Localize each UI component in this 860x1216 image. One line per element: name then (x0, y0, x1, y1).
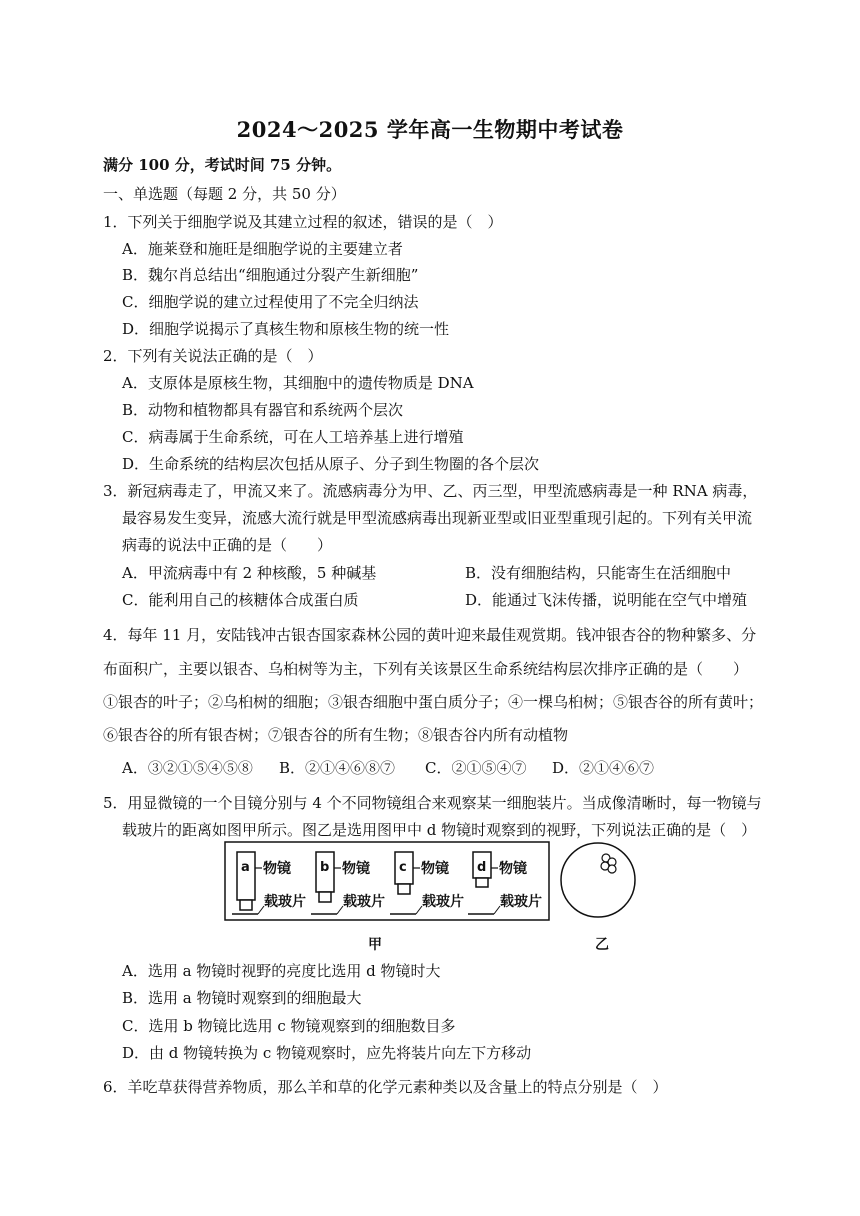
exam-info: 满分 100 分，考试时间 75 分钟。 (103, 156, 342, 174)
q1-option-c: C．细胞学说的建立过程使用了不完全归纳法 (122, 293, 419, 311)
q4-option-a: A．③②①⑤④⑤⑧ (122, 759, 253, 777)
slide-label-d: 载玻片 (500, 894, 542, 910)
q4-option-b: B．②①④⑥⑧⑦ (279, 759, 396, 777)
section-heading: 一、单选题（每题 2 分，共 50 分） (103, 185, 346, 203)
q1-stem: 1．下列关于细胞学说及其建立过程的叙述，错误的是（ ） (103, 213, 503, 231)
q6-stem: 6．羊吃草获得营养物质，那么羊和草的化学元素种类以及含量上的特点分别是（ ） (103, 1078, 668, 1096)
q5-option-d: D．由 d 物镜转换为 c 物镜观察时，应先将装片向左下方移动 (122, 1044, 532, 1062)
q3-option-c: C．能利用自己的核糖体合成蛋白质 (122, 591, 359, 609)
objective-label-c: 物镜 (421, 861, 449, 877)
q2-option-b: B．动物和植物都具有器官和系统两个层次 (122, 401, 404, 419)
objective-a (232, 852, 306, 914)
q3-option-d: D．能通过飞沫传播，说明能在空气中增殖 (465, 591, 748, 609)
q3-stem-line3: 病毒的说法中正确的是（ ） (122, 536, 333, 554)
q3-option-a: A．甲流病毒中有 2 种核酸，5 种碱基 (122, 564, 377, 582)
objective-letter-c: c (399, 860, 407, 875)
objective-b (311, 852, 385, 914)
q1-option-d: D．细胞学说揭示了真核生物和原核生物的统一性 (122, 320, 450, 338)
q4-stem-line2: 布面积广，主要以银杏、乌桕树等为主，下列有关该景区生命系统结构层次排序正确的是（ ） (103, 660, 749, 678)
q4-option-c: C．②①⑤④⑦ (425, 759, 527, 777)
q5-stem-line2: 载玻片的距离如图甲所示。图乙是选用图甲中 d 物镜时观察到的视野，下列说法正确的是（ ） (122, 821, 757, 839)
q5-option-a: A．选用 a 物镜时视野的亮度比选用 d 物镜时大 (122, 962, 441, 980)
q4-stem-line4: ⑥银杏谷的所有银杏树；⑦银杏谷的所有生物；⑧银杏谷内所有动植物 (103, 726, 569, 744)
q2-option-c: C．病毒属于生命系统，可在人工培养基上进行增殖 (122, 428, 464, 446)
page-title: 2024～2025 学年高一生物期中考试卷 (236, 117, 624, 142)
slide-label-b: 载玻片 (343, 894, 385, 910)
figure-caption-yi: 乙 (595, 937, 609, 953)
q4-stem-line3: ①银杏的叶子；②乌桕树的细胞；③银杏细胞中蛋白质分子；④一棵乌桕树；⑤银杏谷的所有黄叶； (103, 693, 764, 711)
q1-option-a: A．施莱登和施旺是细胞学说的主要建立者 (122, 240, 403, 258)
objective-label-b: 物镜 (342, 861, 370, 877)
field-of-view-yi (561, 843, 635, 953)
q3-option-b: B．没有细胞结构，只能寄生在活细胞中 (465, 564, 732, 582)
objective-d (468, 852, 542, 914)
q3-stem-line1: 3．新冠病毒走了，甲流又来了。流感病毒分为甲、乙、丙三型，甲型流感病毒是一种 RNA 病毒， (103, 482, 758, 500)
q4-stem-line1: 4．每年 11 月，安陆钱冲古银杏国家森林公园的黄叶迎来最佳观赏期。钱冲银杏谷的物种繁多、分 (103, 626, 757, 644)
q1-option-b: B．魏尔肖总结出“细胞通过分裂产生新细胞” (122, 266, 419, 284)
microscope-figure (224, 838, 644, 956)
q4-option-d: D．②①④⑥⑦ (552, 759, 655, 777)
q5-option-c: C．选用 b 物镜比选用 c 物镜观察到的细胞数目多 (122, 1017, 456, 1035)
objective-label-a: 物镜 (263, 861, 291, 877)
objective-label-d: 物镜 (499, 861, 527, 877)
objective-letter-b: b (320, 860, 330, 875)
objective-letter-d: d (477, 860, 487, 875)
q2-option-a: A．支原体是原核生物，其细胞中的遗传物质是 DNA (122, 374, 474, 392)
q3-stem-line2: 最容易发生变异，流感大流行就是甲型流感病毒出现新亚型或旧亚型重现引起的。下列有关甲流 (122, 509, 753, 527)
view-circle (561, 843, 635, 917)
q5-stem-line1: 5．用显微镜的一个目镜分别与 4 个不同物镜组合来观察某一细胞装片。当成像清晰时，每一物镜与 (103, 794, 762, 812)
figure-caption-jia: 甲 (368, 937, 382, 953)
q2-stem: 2．下列有关说法正确的是（ ） (103, 347, 323, 365)
objective-letter-a: a (241, 860, 250, 875)
cell (608, 865, 616, 873)
slide-label-c: 载玻片 (422, 894, 464, 910)
q5-option-b: B．选用 a 物镜时观察到的细胞最大 (122, 989, 362, 1007)
slide-label-a: 载玻片 (264, 894, 306, 910)
objective-c (390, 852, 464, 914)
q2-option-d: D．生命系统的结构层次包括从原子、分子到生物圈的各个层次 (122, 455, 540, 473)
